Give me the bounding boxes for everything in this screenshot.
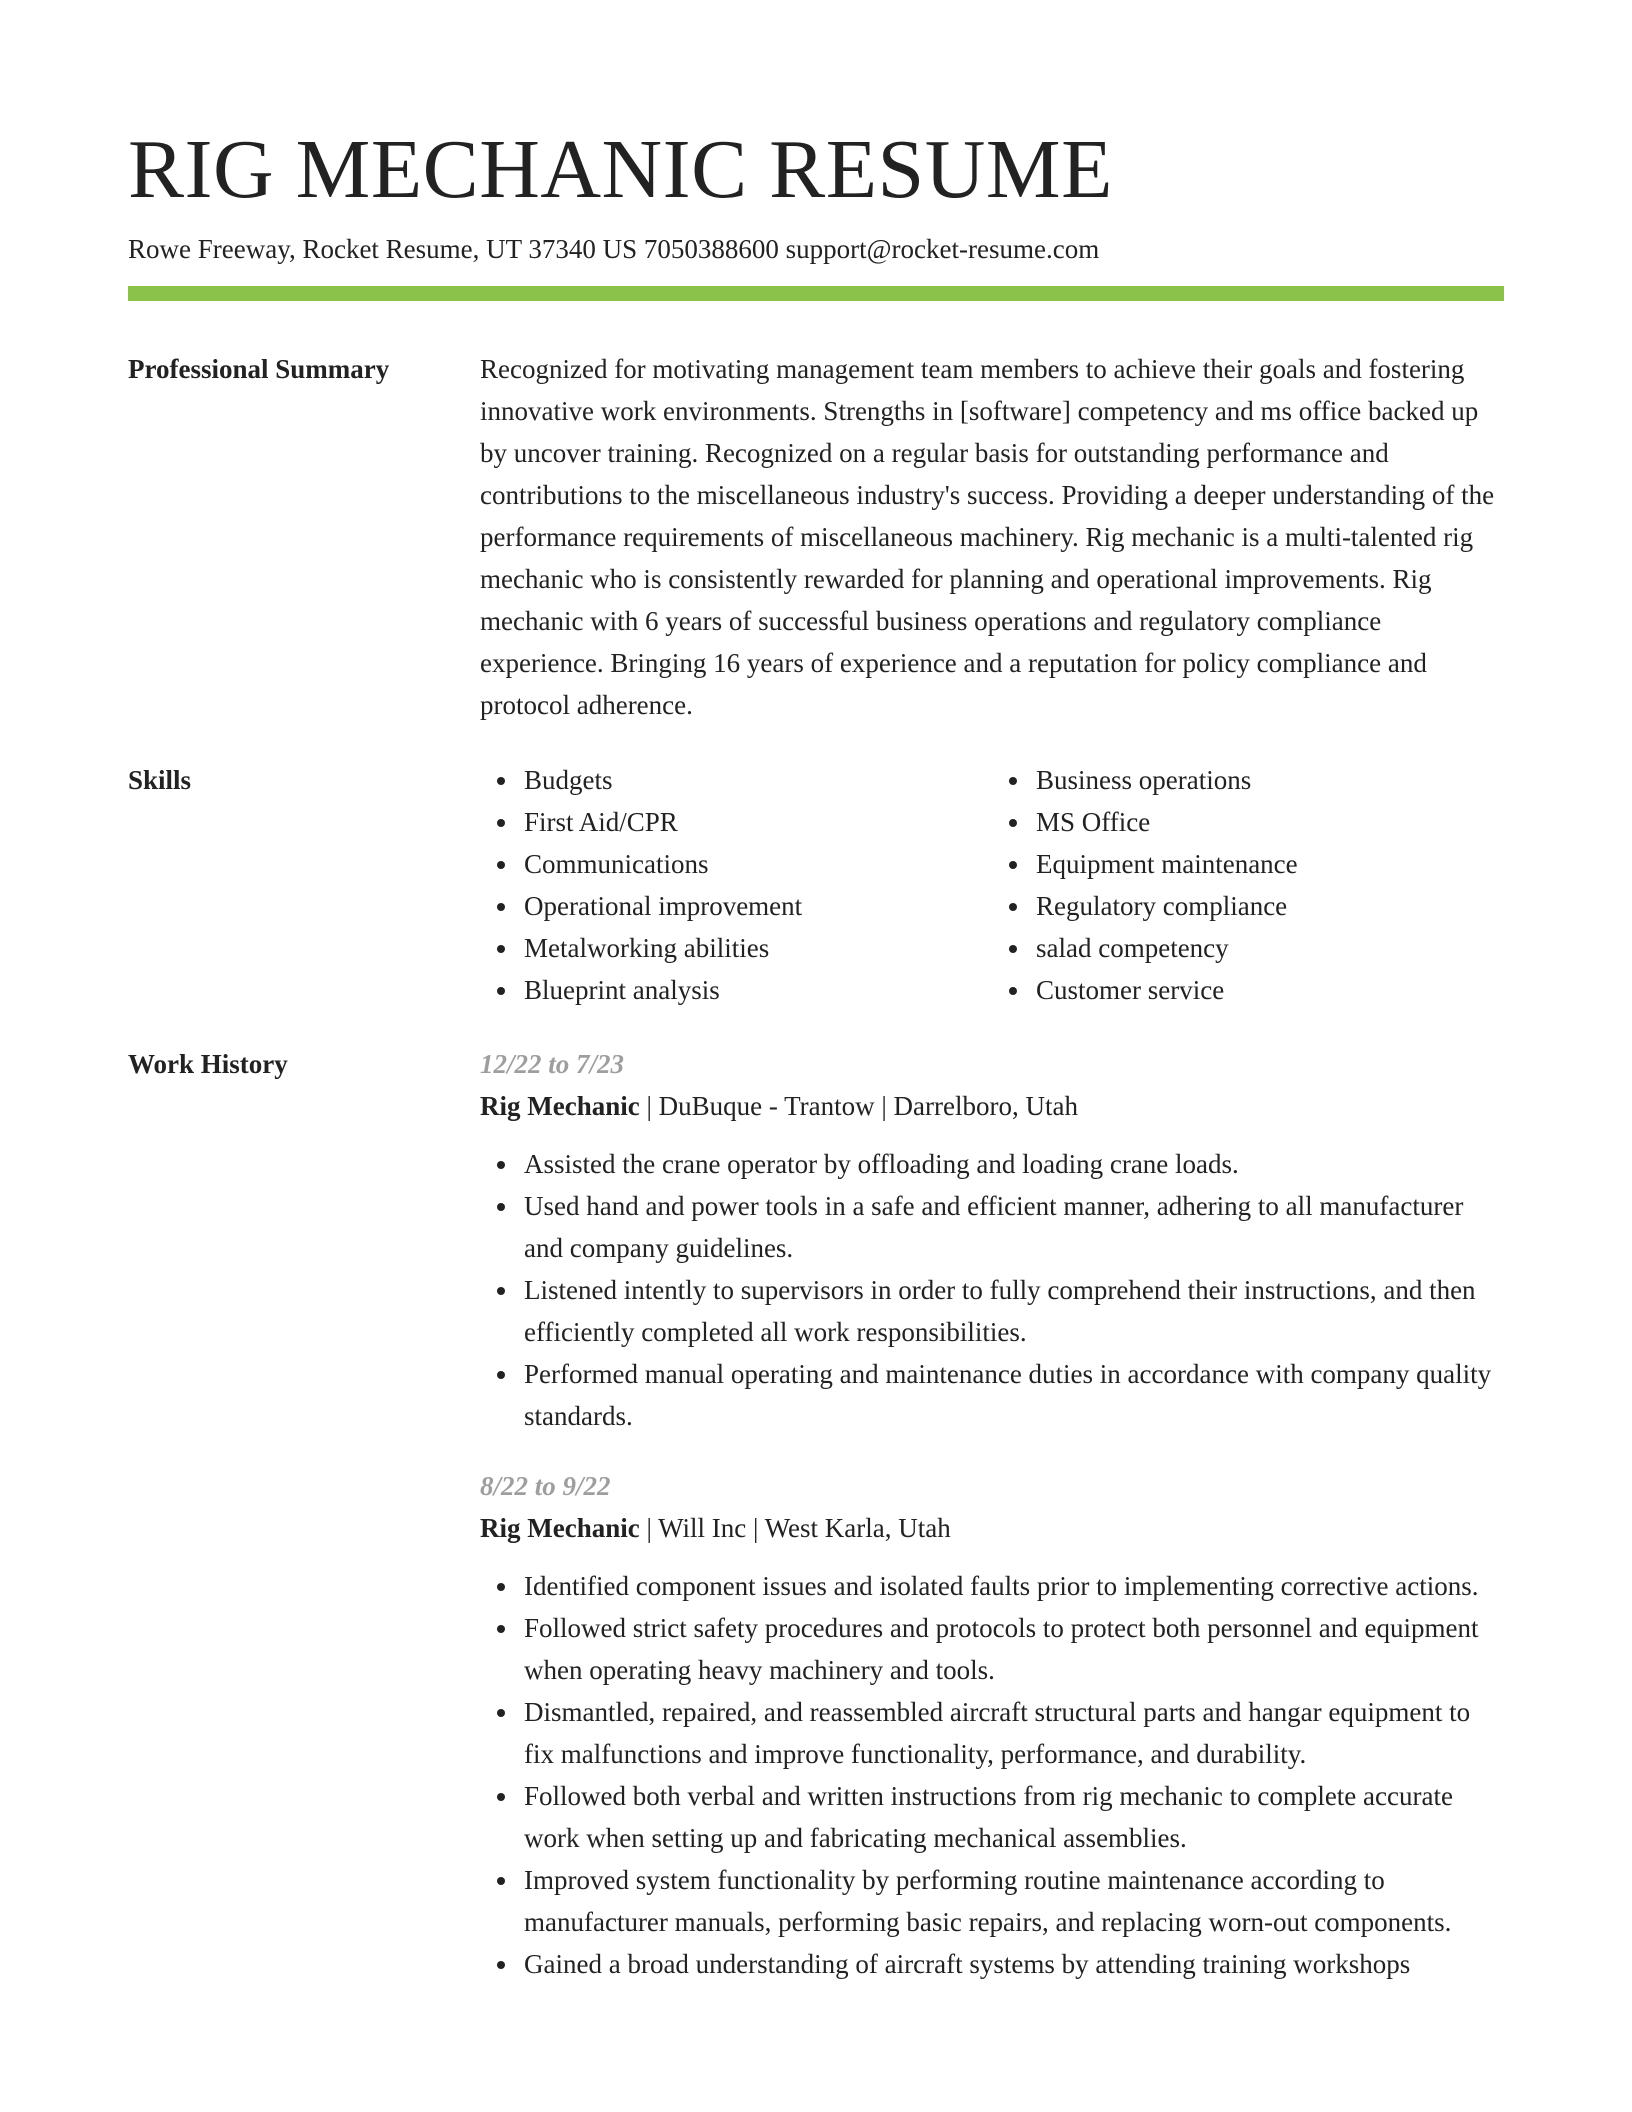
contact-line: Rowe Freeway, Rocket Resume, UT 37340 US 7050388600 support@rocket-resume.com: [128, 234, 1100, 264]
job-duties-list: [480, 1565, 1504, 1985]
job-duty: Used hand and power tools in a safe and efficient manner, adhering to all manufacturer and company guidelines.: [524, 1185, 1504, 1269]
skill-item: Budgets: [524, 759, 992, 801]
job-duty: Performed manual operating and maintenance duties in accordance with company quality standards.: [524, 1353, 1504, 1437]
skill-item: Regulatory compliance: [1036, 885, 1504, 927]
summary-body: [480, 348, 1504, 726]
accent-divider: [128, 286, 1504, 301]
skill-item: Customer service: [1036, 969, 1504, 1011]
job-duty: Identified component issues and isolated faults prior to implementing corrective actions.: [524, 1565, 1504, 1607]
job-entry: [480, 1043, 1504, 1437]
skill-item: salad competency: [1036, 927, 1504, 969]
job-duties-list: [480, 1143, 1504, 1437]
job-duty: Gained a broad understanding of aircraft systems by attending training workshops: [524, 1943, 1504, 1985]
job-duty: Dismantled, repaired, and reassembled aircraft structural parts and hangar equipment to fix malfunctions and improve functionality, performance, and durability.: [524, 1691, 1504, 1775]
skill-item: Equipment maintenance: [1036, 843, 1504, 885]
job-dates: 8/22 to 9/22: [480, 1471, 611, 1501]
resume-title: RIG MECHANIC RESUME: [128, 123, 1113, 216]
skill-item: MS Office: [1036, 801, 1504, 843]
summary-heading: Professional Summary: [128, 354, 390, 384]
job-duty: Followed strict safety procedures and protocols to protect both personnel and equipment when operating heavy machinery and tools.: [524, 1607, 1504, 1691]
skills-list-left: [480, 759, 992, 1011]
job-title: Rig Mechanic: [480, 1091, 640, 1121]
summary-text: Recognized for motivating management team members to achieve their goals and fostering innovative work environments. Strengths in [software] competency and ms office backed up by uncover training. Recognized on a regular basis for outstanding performance and contributions to the miscellaneous industry's success. Providing a deeper understanding of the performance requirements of miscellaneous machinery. Rig mechanic is a multi-talented rig mechanic who is consistently rewarded for planning and operational improvements. Rig mechanic with 6 years of successful business operations and regulatory compliance experience. Bringing 16 years of experience and a reputation for policy compliance and protocol adherence.: [480, 354, 1495, 720]
skills-body: [480, 759, 1504, 1011]
skill-item: Metalworking abilities: [524, 927, 992, 969]
job-heading: [480, 1085, 1504, 1127]
skill-item: Blueprint analysis: [524, 969, 992, 1011]
work-history-heading: Work History: [128, 1049, 288, 1079]
skill-item: Business operations: [1036, 759, 1504, 801]
job-company-location: | DuBuque - Trantow | Darrelboro, Utah: [639, 1091, 1078, 1121]
skills-list-right: [992, 759, 1504, 1011]
skills-heading: Skills: [128, 765, 192, 795]
work-history-body: [480, 1043, 1504, 1985]
job-duty: Improved system functionality by performing routine maintenance according to manufacturer manuals, performing basic repairs, and replacing worn-out components.: [524, 1859, 1504, 1943]
job-entry: [480, 1465, 1504, 1985]
skill-item: First Aid/CPR: [524, 801, 992, 843]
job-title: Rig Mechanic: [480, 1513, 640, 1543]
job-company-location: | Will Inc | West Karla, Utah: [639, 1513, 951, 1543]
job-duty: Listened intently to supervisors in order to fully comprehend their instructions, and then efficiently completed all work responsibilities.: [524, 1269, 1504, 1353]
job-heading: [480, 1507, 1504, 1549]
skills-columns: [480, 759, 1504, 1011]
job-dates: 12/22 to 7/23: [480, 1049, 625, 1079]
skill-item: Operational improvement: [524, 885, 992, 927]
skill-item: Communications: [524, 843, 992, 885]
job-duty: Followed both verbal and written instructions from rig mechanic to complete accurate work when setting up and fabricating mechanical assemblies.: [524, 1775, 1504, 1859]
job-duty: Assisted the crane operator by offloading and loading crane loads.: [524, 1143, 1504, 1185]
